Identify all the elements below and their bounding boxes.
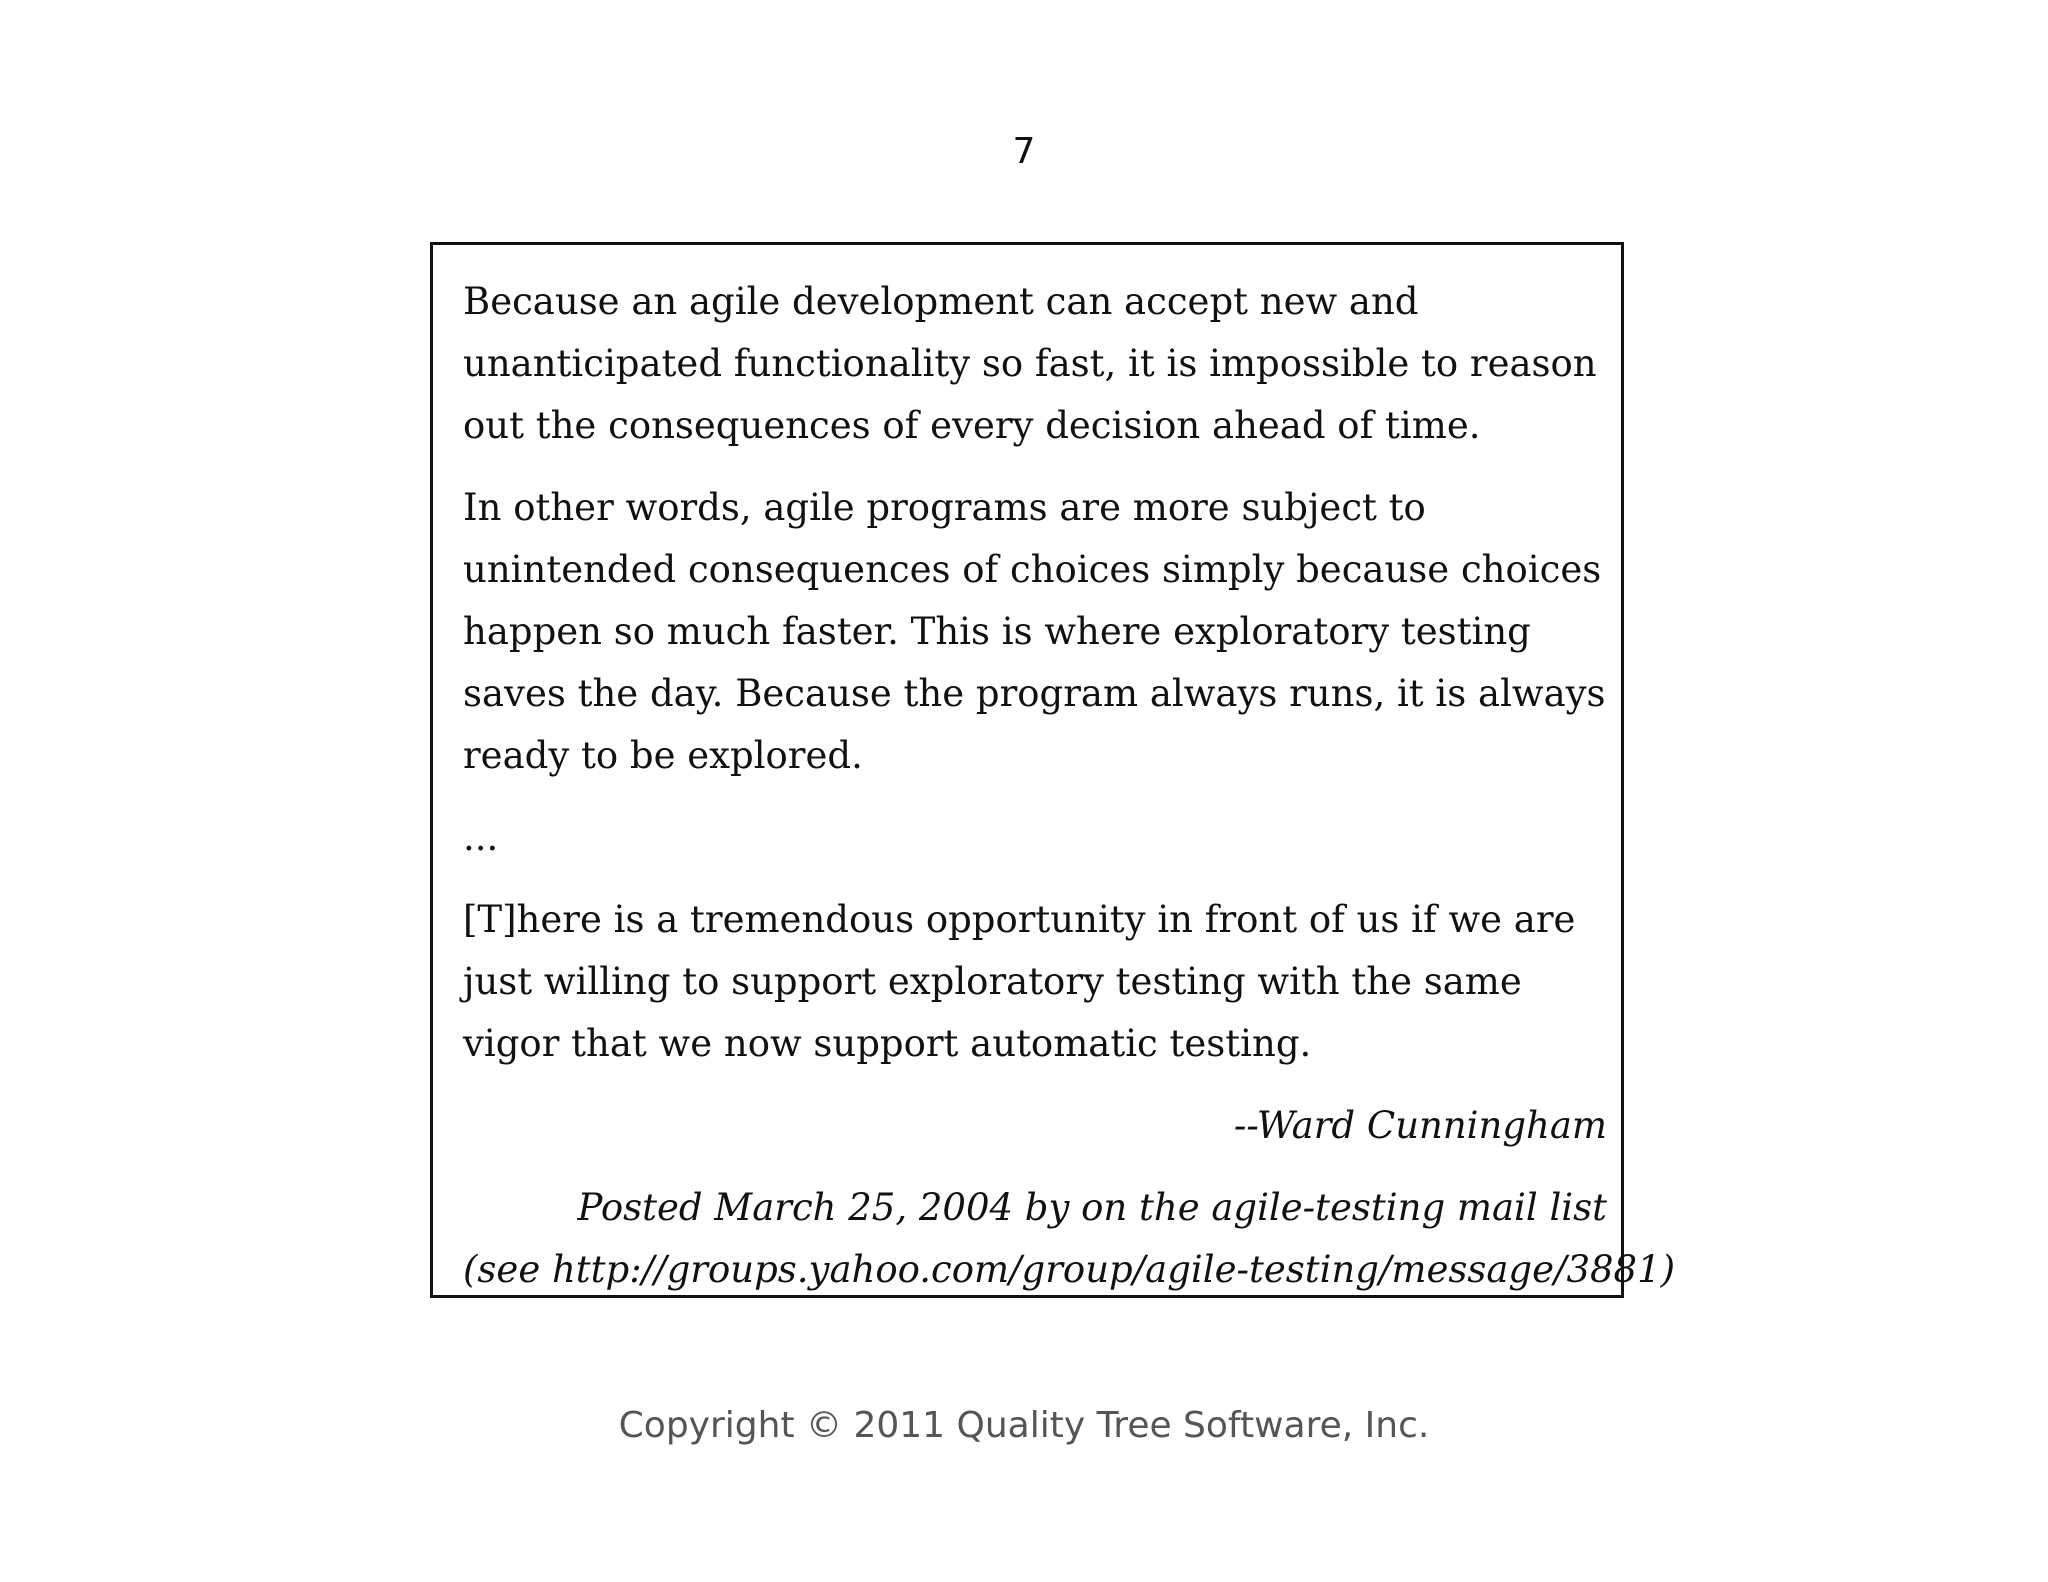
- quote-paragraph-2: In other words, agile programs are more subject to unintended consequences of choices simply because choices happen so much faster. This is where exploratory testing saves the day. Because the program always runs, it is always ready to be explored.: [463, 486, 1606, 777]
- page-number: 7: [1012, 131, 1036, 172]
- quote-source-line-1: Posted March 25, 2004 by on the agile-testing mail list: [577, 1186, 1607, 1229]
- quote-source: [463, 1177, 1676, 1301]
- quote-paragraph-1: Because an agile development can accept new and unanticipated functionality so fast, it is impossible to reason out the consequences of every decision ahead of time.: [463, 280, 1597, 447]
- quote-box: [430, 242, 1676, 1298]
- quote-source-line-2: (see http://groups.yahoo.com/group/agile-testing/message/3881): [463, 1248, 1676, 1291]
- quote-paragraph-3: [T]here is a tremendous opportunity in front of us if we are just willing to support exploratory testing with the same vigor that we now support automatic testing.: [463, 898, 1576, 1065]
- quote-attribution: --Ward Cunningham: [1233, 1104, 1607, 1147]
- quote-ellipsis: ...: [463, 816, 499, 859]
- copyright-notice: Copyright © 2011 Quality Tree Software, Inc.: [618, 1405, 1430, 1446]
